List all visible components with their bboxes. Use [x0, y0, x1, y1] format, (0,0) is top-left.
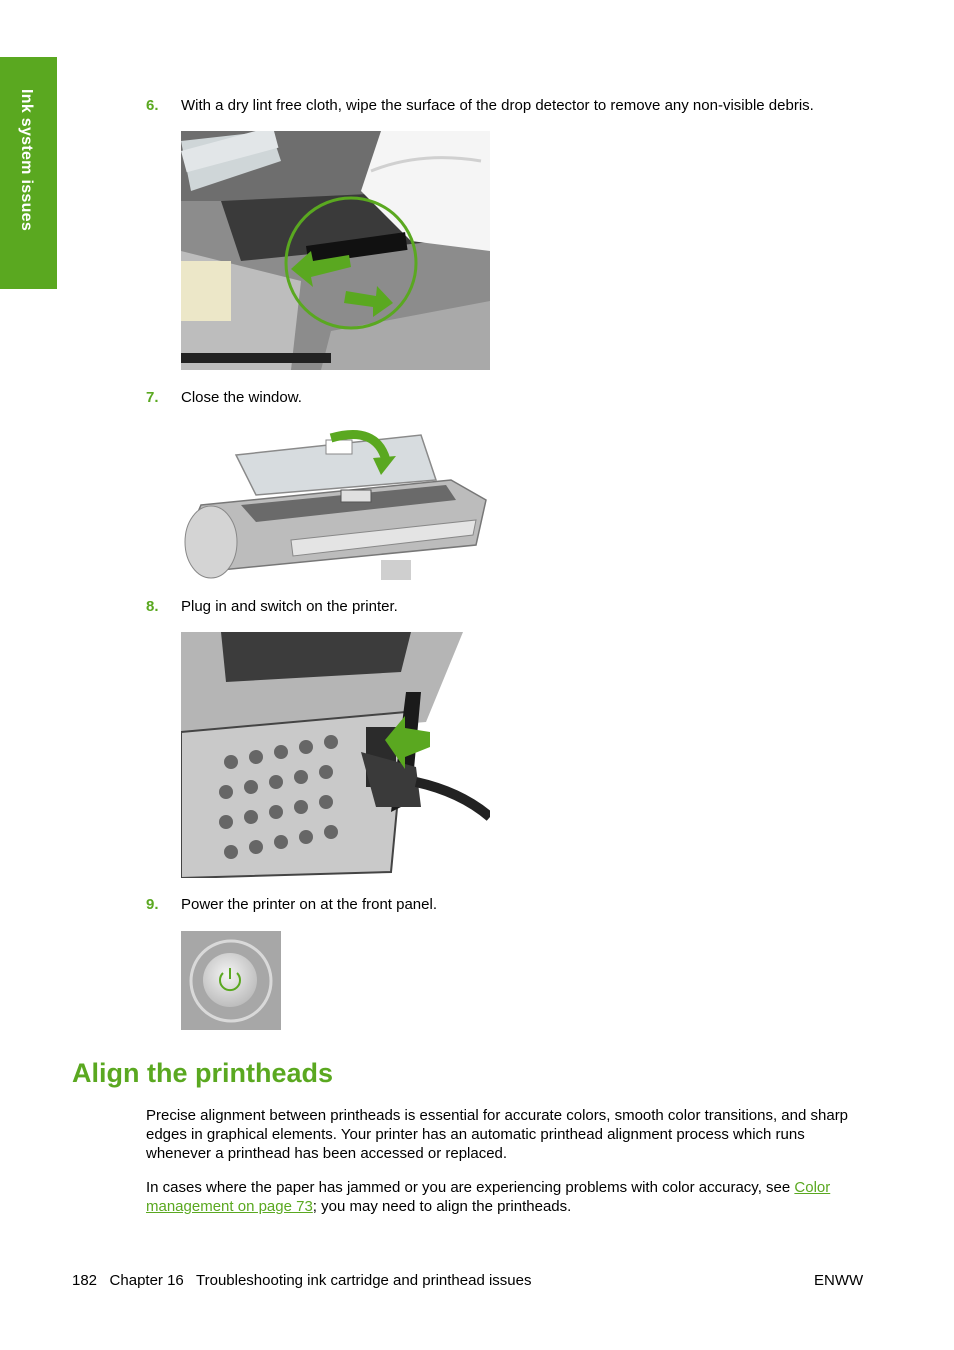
- step-number: 7.: [146, 389, 159, 406]
- close-window-illustration: [181, 420, 490, 580]
- paragraph-text: In cases where the paper has jammed or you are experiencing problems with color accuracy, see: [146, 1179, 795, 1196]
- color-management-link[interactable]: Color management on page 73: [146, 1179, 831, 1215]
- page-number: 182: [72, 1272, 98, 1289]
- step-text: Plug in and switch on the printer.: [181, 598, 398, 615]
- paragraph-text: ; you may need to align the printheads.: [312, 1198, 572, 1215]
- step-text: Close the window.: [181, 389, 302, 406]
- step-text: With a dry lint free cloth, wipe the surface of the drop detector to remove any non-visible debris.: [181, 97, 814, 114]
- step-number: 6.: [146, 97, 159, 114]
- section-title: Align the printheads: [72, 1058, 334, 1088]
- power-button-illustration: [181, 931, 281, 1030]
- step-text: Power the printer on at the front panel.: [181, 896, 437, 913]
- side-tab-label: Ink system issues: [18, 89, 35, 232]
- step-number: 9.: [146, 896, 159, 913]
- chapter-label: Chapter 16: [109, 1272, 184, 1289]
- section-paragraph-2: [146, 1178, 870, 1216]
- chapter-title: Troubleshooting ink cartridge and printhead issues: [196, 1272, 532, 1289]
- side-tab: [0, 57, 57, 289]
- footer-right: ENWW: [814, 1272, 864, 1289]
- drop-detector-wipe-illustration: [181, 131, 490, 370]
- footer-left: [72, 1272, 531, 1290]
- step-number: 8.: [146, 598, 159, 615]
- power-plug-illustration: [181, 632, 490, 878]
- section-paragraph-1: Precise alignment between printheads is essential for accurate colors, smooth color transitions, and sharp edges in graphical elements. Your printer has an automatic printhead alignment process which runs whenever a printhead has been accessed or replaced.: [146, 1107, 849, 1162]
